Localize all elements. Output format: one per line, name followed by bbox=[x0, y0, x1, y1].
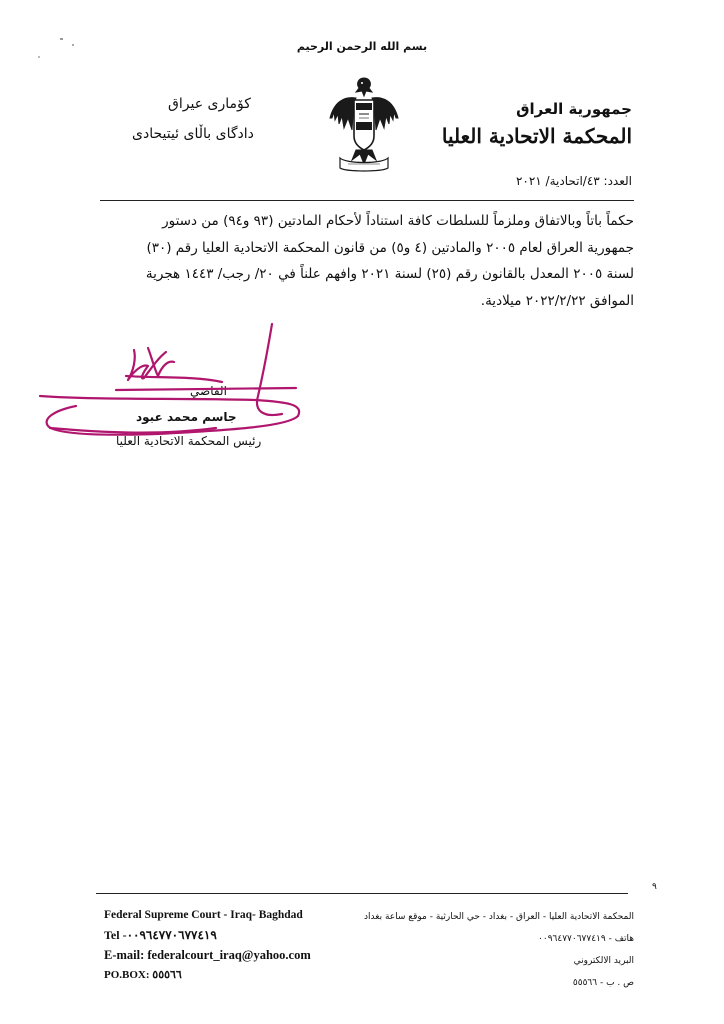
eagle-emblem-icon bbox=[326, 72, 402, 172]
verdict-line: حكماً باتاً وبالاتفاق وملزماً للسلطات كافة استناداً لأحكام المادتين (٩٣ و٩٤) من دستور bbox=[162, 213, 634, 229]
footer-email: E-mail: federalcourt_iraq@yahoo.com bbox=[104, 948, 311, 962]
country-name-kurdish: كۆمارى عيراق bbox=[168, 96, 251, 112]
footer-po-box-arabic: ص . ب - ٥٥٥٦٦ bbox=[572, 978, 634, 988]
verdict-text bbox=[98, 208, 634, 314]
letterhead-kurdish bbox=[132, 96, 254, 142]
footer-phone: Tel -٠٠٩٦٤٧٧٠٦٧٧٤١٩ bbox=[104, 928, 217, 942]
judge-name: جاسم محمد عبود bbox=[136, 410, 237, 424]
verdict-line: جمهورية العراق لعام ٢٠٠٥ والمادتين (٤ و٥) من قانون المحكمة الاتحادية العليا رقم (٣٠) bbox=[146, 239, 634, 256]
footer-phone-arabic: هاتف - ٠٠٩٦٤٧٧٠٦٧٧٤١٩ bbox=[538, 934, 634, 944]
scan-speck bbox=[72, 44, 74, 46]
footer-arabic bbox=[364, 906, 634, 994]
footer-court-address: Federal Supreme Court - Iraq- Baghdad bbox=[104, 909, 303, 921]
court-name-kurdish: دادگای باڵای ئیتیحادی bbox=[132, 126, 254, 142]
page-number: ٩ bbox=[652, 882, 657, 892]
country-name-arabic: جمهورية العراق bbox=[516, 100, 632, 118]
letterhead-arabic bbox=[442, 100, 632, 148]
scan-speck bbox=[38, 56, 40, 58]
court-name-arabic: المحكمة الاتحادية العليا bbox=[441, 124, 632, 148]
judge-title: القاضي bbox=[190, 384, 227, 398]
footer-po-box: PO.BOX: ٥٥٥٦٦ bbox=[104, 969, 182, 981]
basmala: بسم الله الرحمن الرحيم bbox=[296, 40, 428, 53]
verdict-line: الموافق ٢٠٢٢/٢/٢٢ ميلادية. bbox=[480, 292, 634, 309]
header-divider bbox=[100, 200, 634, 201]
handwritten-signature bbox=[36, 318, 336, 458]
footer-english bbox=[104, 905, 311, 985]
scan-speck bbox=[60, 38, 63, 40]
verdict-line: لسنة ٢٠٠٥ المعدل بالقانون رقم (٢٥) لسنة ٢٠٢١ وافهم علناً في ٢٠/ رجب/ ١٤٤٣ هجرية bbox=[145, 266, 634, 282]
footer-divider bbox=[96, 893, 628, 894]
reference-number: العدد: ٤٣/اتحادية/ ٢٠٢١ bbox=[515, 174, 632, 188]
judge-role: رئيس المحكمة الاتحادية العليا bbox=[116, 434, 262, 448]
footer-email-label-arabic: البريد الالكتروني bbox=[573, 956, 634, 966]
footer-address-arabic: المحكمة الاتحادية العليا - العراق - بغداد - حي الحارثية - موقع ساعة بغداد bbox=[364, 912, 634, 922]
